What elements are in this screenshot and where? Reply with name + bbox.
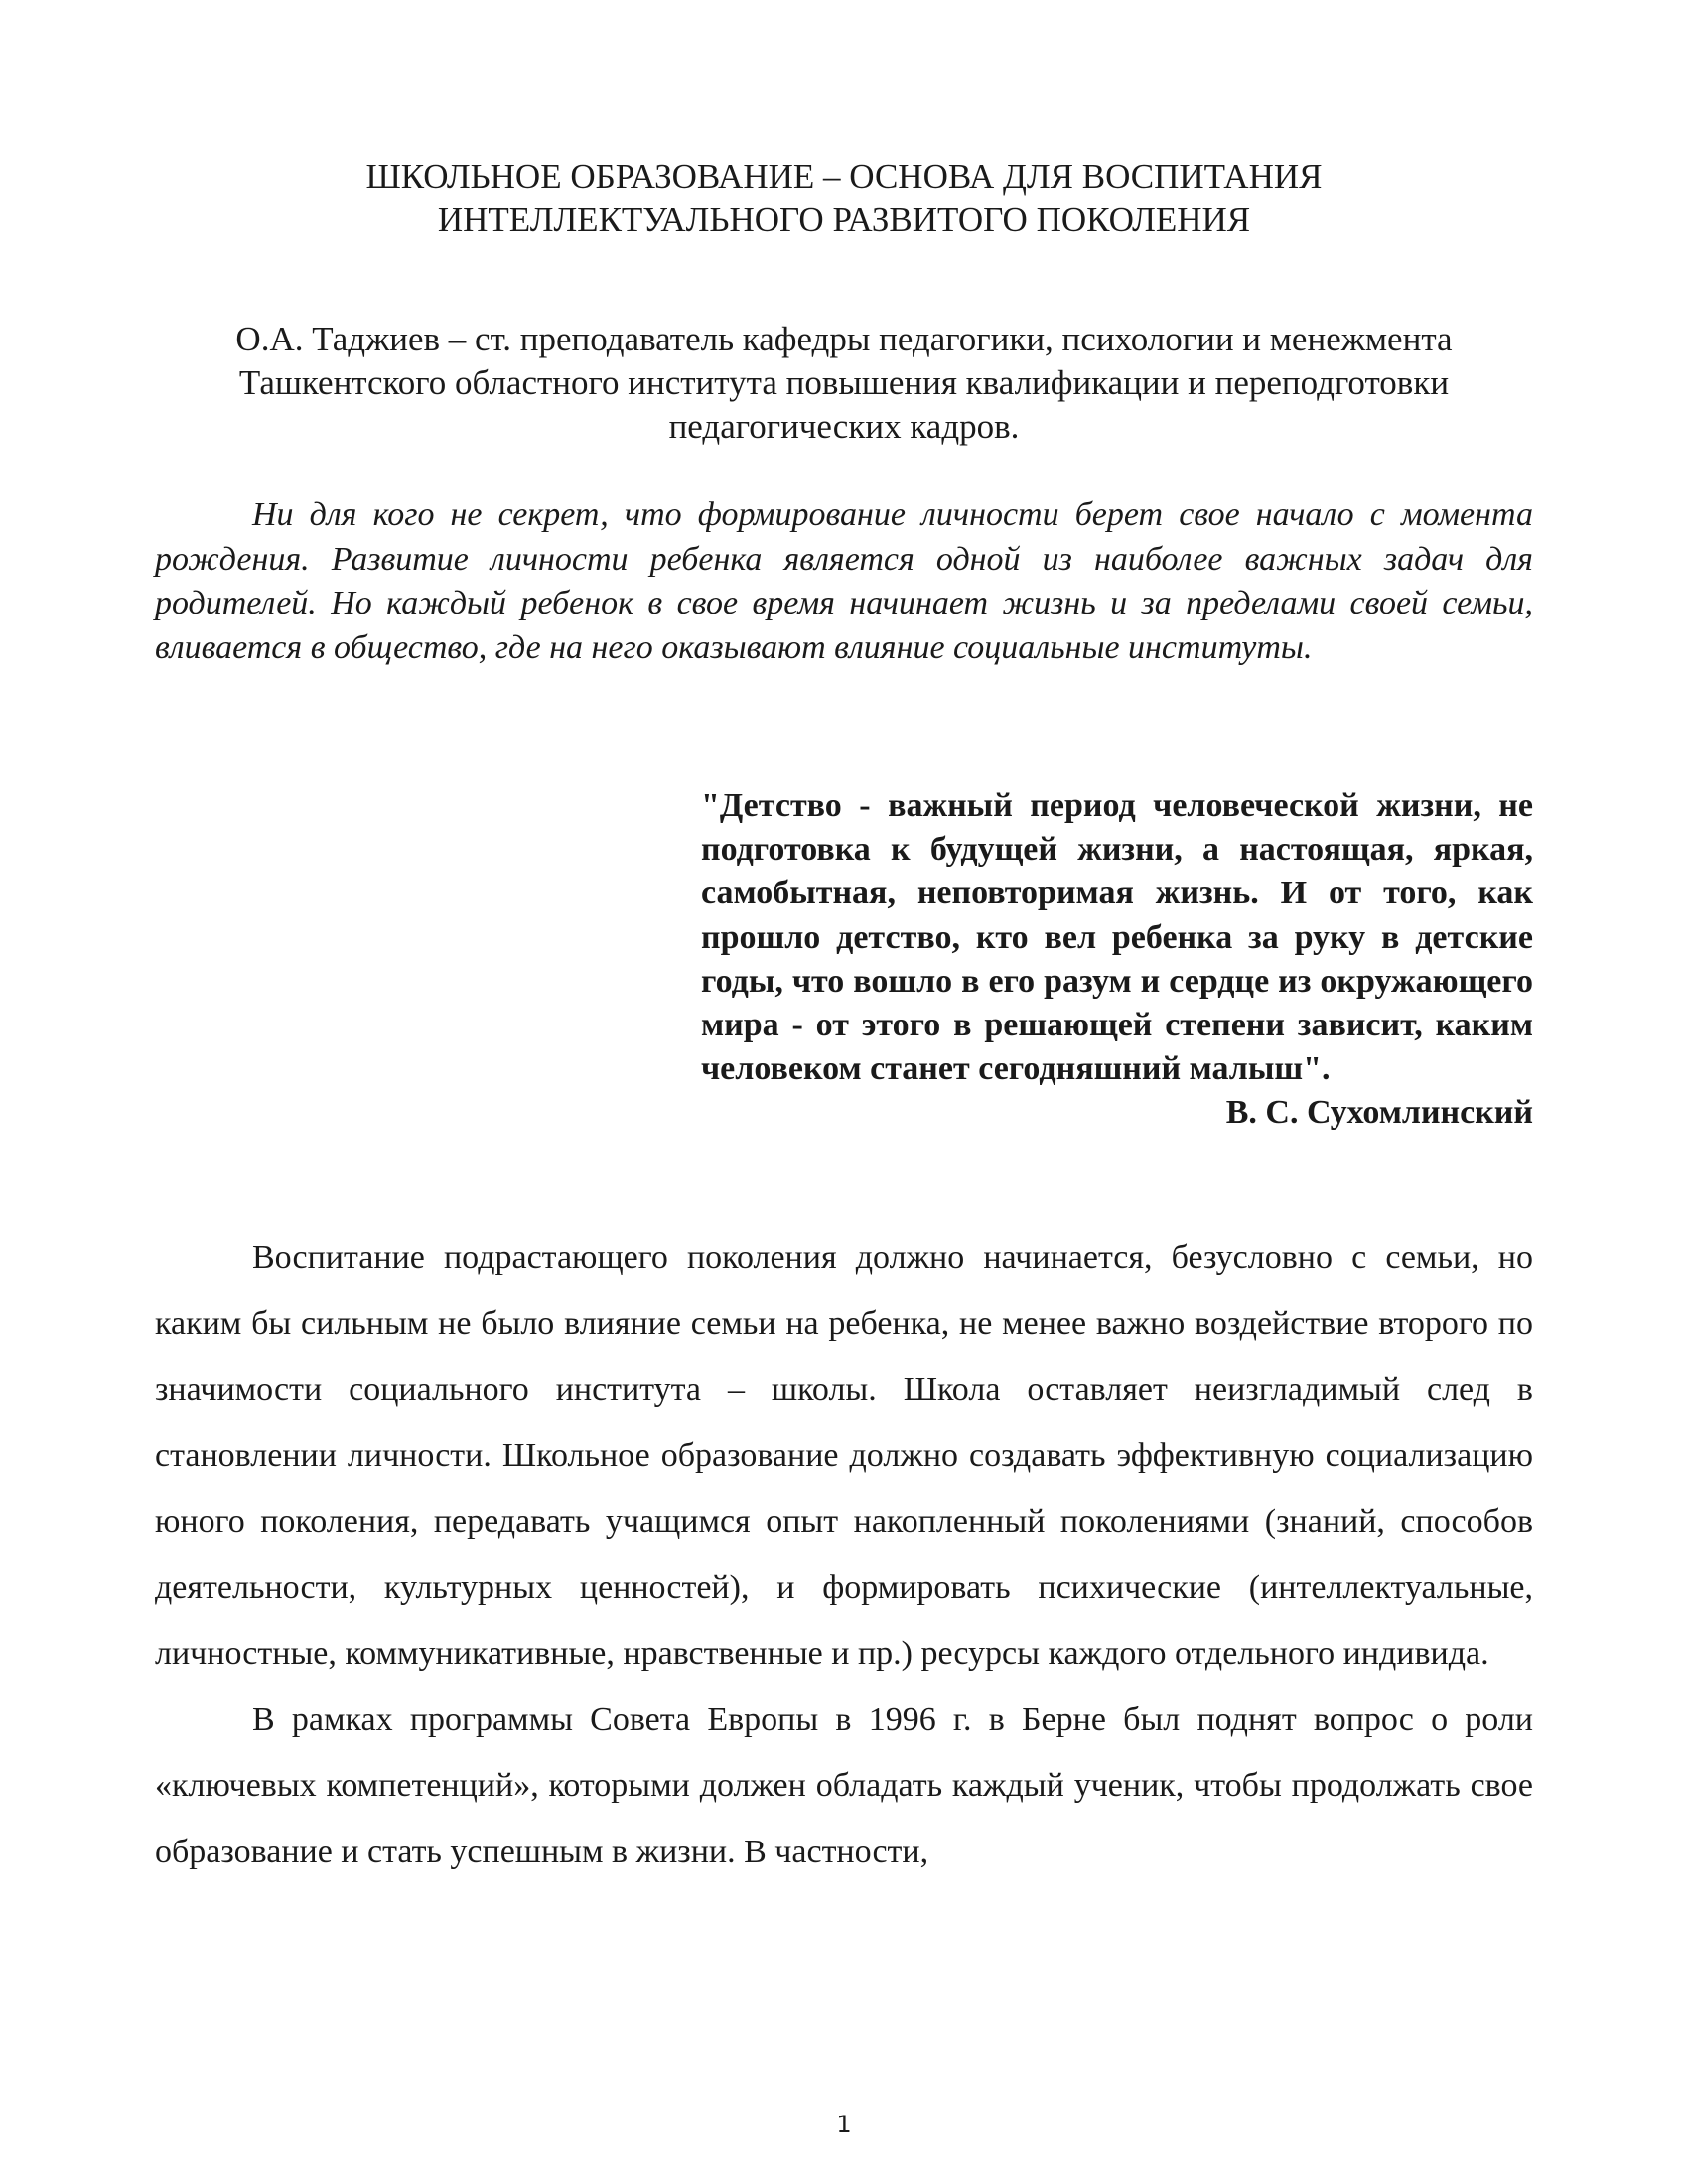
title-line-1: ШКОЛЬНОЕ ОБРАЗОВАНИЕ – ОСНОВА ДЛЯ ВОСПИТАНИЯ bbox=[365, 157, 1323, 196]
epigraph-author: В. С. Сухомлинский bbox=[1225, 1094, 1533, 1132]
author-line-1: О.А. Таджиев – ст. преподаватель кафедры педагогики, психологии и менежмента bbox=[235, 320, 1453, 358]
epigraph bbox=[701, 784, 1533, 1135]
author-line-3: педагогических кадров. bbox=[668, 407, 1020, 446]
body-paragraph-1: Воспитание подрастающего поколения должно начинается, безусловно с семьи, но каким бы сильным не было влияние семьи на ребенка, не менее важно воздействие второго по значимости социального института – школы. Школа оставляет неизгладимый след в становлении личности. Школьное образование должно создавать эффективную социализацию юного поколения, передавать учащимся опыт накопленный поколениями (знаний, способов деятельности, культурных ценностей), и формировать психические (интеллектуальные, личностные, коммуникативные, нравственные и пр.) ресурсы каждого отдельного индивида. bbox=[155, 1239, 1533, 1672]
author-line-2: Ташкентского областного института повышения квалификации и переподготовки bbox=[238, 363, 1450, 402]
author-affiliation bbox=[149, 318, 1539, 449]
epigraph-quote: "Детство - важный период человеческой жизни, не подготовка к будущей жизни, а настоящая, яркая, самобытная, неповторимая жизнь. И от того, как прошло детство, кто вел ребенка за руку в детские годы, что вошло в его разум и сердце из окружающего мира - от этого в решающей степени зависит, каким человеком станет сегодняшний малыш". bbox=[701, 787, 1533, 1088]
title-line-2: ИНТЕЛЛЕКТУАЛЬНОГО РАЗВИТОГО ПОКОЛЕНИЯ bbox=[437, 201, 1251, 239]
body-text bbox=[155, 1225, 1533, 1885]
intro-paragraph: Ни для кого не секрет, что формирование личности берет свое начало с момента рождения. Развитие личности ребенка является одной из наиболее важных задач для родителей. Но каждый ребенок в свое время начинает жизнь и за пределами своей семьи, вливается в общество, где на него оказывают влияние социальные институты. bbox=[155, 496, 1533, 666]
body-paragraph-2: В рамках программы Совета Европы в 1996 г. в Берне был поднят вопрос о роли «ключевых компетенций», которыми должен обладать каждый ученик, чтобы продолжать свое образование и стать успешным в жизни. В частности, bbox=[155, 1701, 1533, 1870]
page-number: 1 bbox=[836, 2111, 852, 2138]
document-title bbox=[0, 155, 1688, 242]
